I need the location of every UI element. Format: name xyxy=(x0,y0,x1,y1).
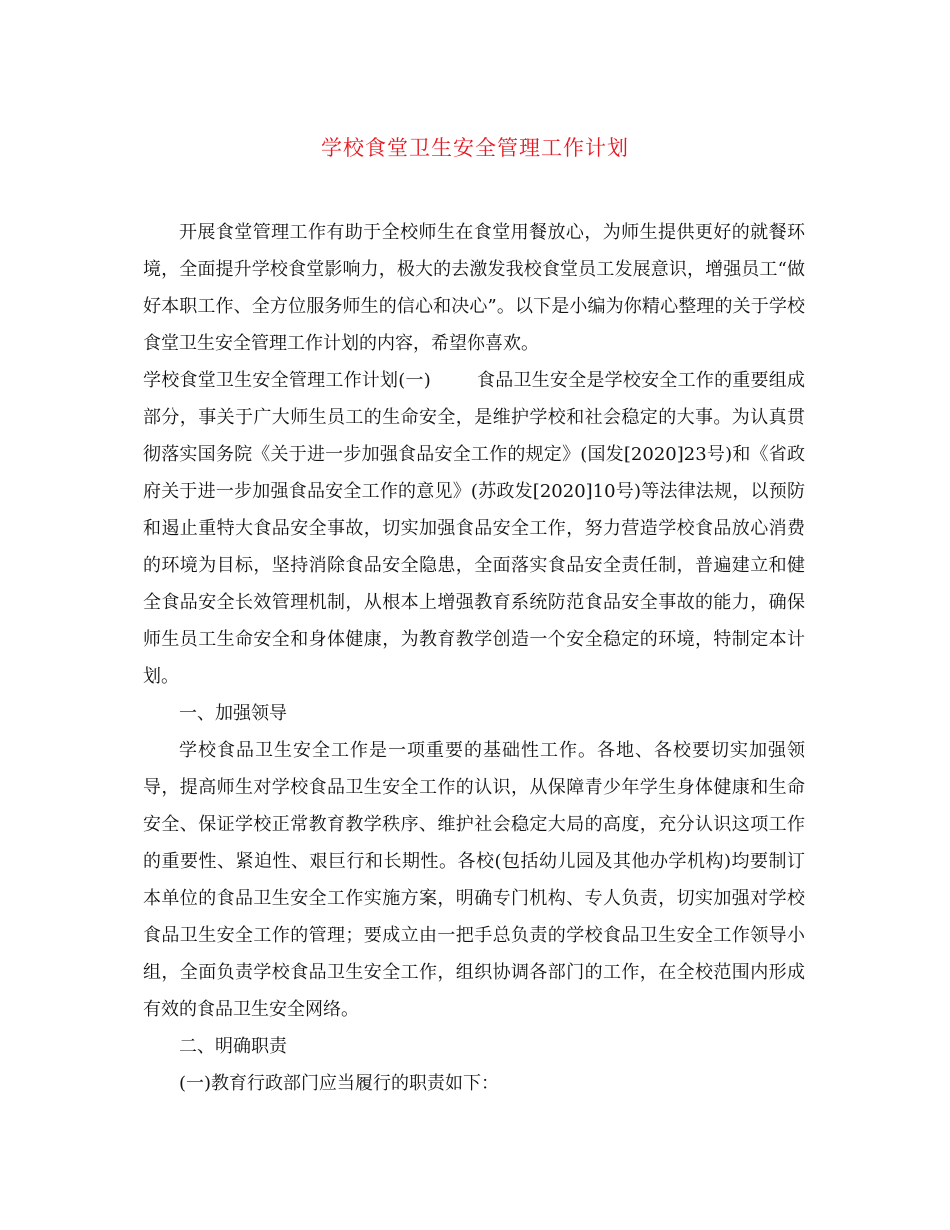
document-body xyxy=(143,214,805,1102)
document-title: 学校食堂卫生安全管理工作计划 xyxy=(321,136,629,160)
section2-subheading: (一)教育行政部门应当履行的职责如下： xyxy=(179,1073,500,1094)
plan-heading: 学校食堂卫生安全管理工作计划(一) xyxy=(143,370,431,391)
intro-paragraph: 开展食堂管理工作有助于全校师生在食堂用餐放心，为师生提供更好的就餐环境，全面提升学校食堂影响力，极大的去激发我校食堂员工发展意识，增强员工“做好本职工作、全方位服务师生的信心和决心”。以下是小编为你精心整理的关于学校食堂卫生安全管理工作计划的内容，希望你喜欢。 xyxy=(143,222,805,354)
section1-paragraph: 学校食品卫生安全工作是一项重要的基础性工作。各地、各校要切实加强领导，提高师生对学校食品卫生安全工作的认识，从保障青少年学生身体健康和生命安全、保证学校正常教育教学秩序、维护社会稳定大局的高度，充分认识这项工作的重要性、紧迫性、艰巨行和长期性。各校(包括幼儿园及其他办学机构)均要制订本单位的食品卫生安全工作实施方案，明确专门机构、专人负责，切实加强对学校食品卫生安全工作的管理；要成立由一把手总负责的学校食品卫生安全工作领导小组，全面负责学校食品卫生安全工作，组织协调各部门的工作，在全校范围内形成有效的食品卫生安全网络。 xyxy=(143,740,805,1020)
section2-heading: 二、明确职责 xyxy=(179,1036,287,1057)
plan-paragraph xyxy=(143,362,805,695)
plan-body: 食品卫生安全是学校安全工作的重要组成部分，事关于广大师生员工的生命安全，是维护学校和社会稳定的大事。为认真贯彻落实国务院《关于进一步加强食品安全工作的规定》(国发[2020]23号)和《省政府关于进一步加强食品安全工作的意见》(苏政发[2020]10号)等法律法规，以预防和遏止重特大食品安全事故，切实加强食品安全工作，努力营造学校食品放心消费的环境为目标，坚持消除食品安全隐患，全面落实食品安全责任制，普遍建立和健全食品安全长效管理机制，从根本上增强教育系统防范食品安全事故的能力，确保师生员工生命安全和身体健康，为教育教学创造一个安全稳定的环境，特制定本计划。 xyxy=(143,370,806,687)
section1-heading: 一、加强领导 xyxy=(179,703,287,724)
